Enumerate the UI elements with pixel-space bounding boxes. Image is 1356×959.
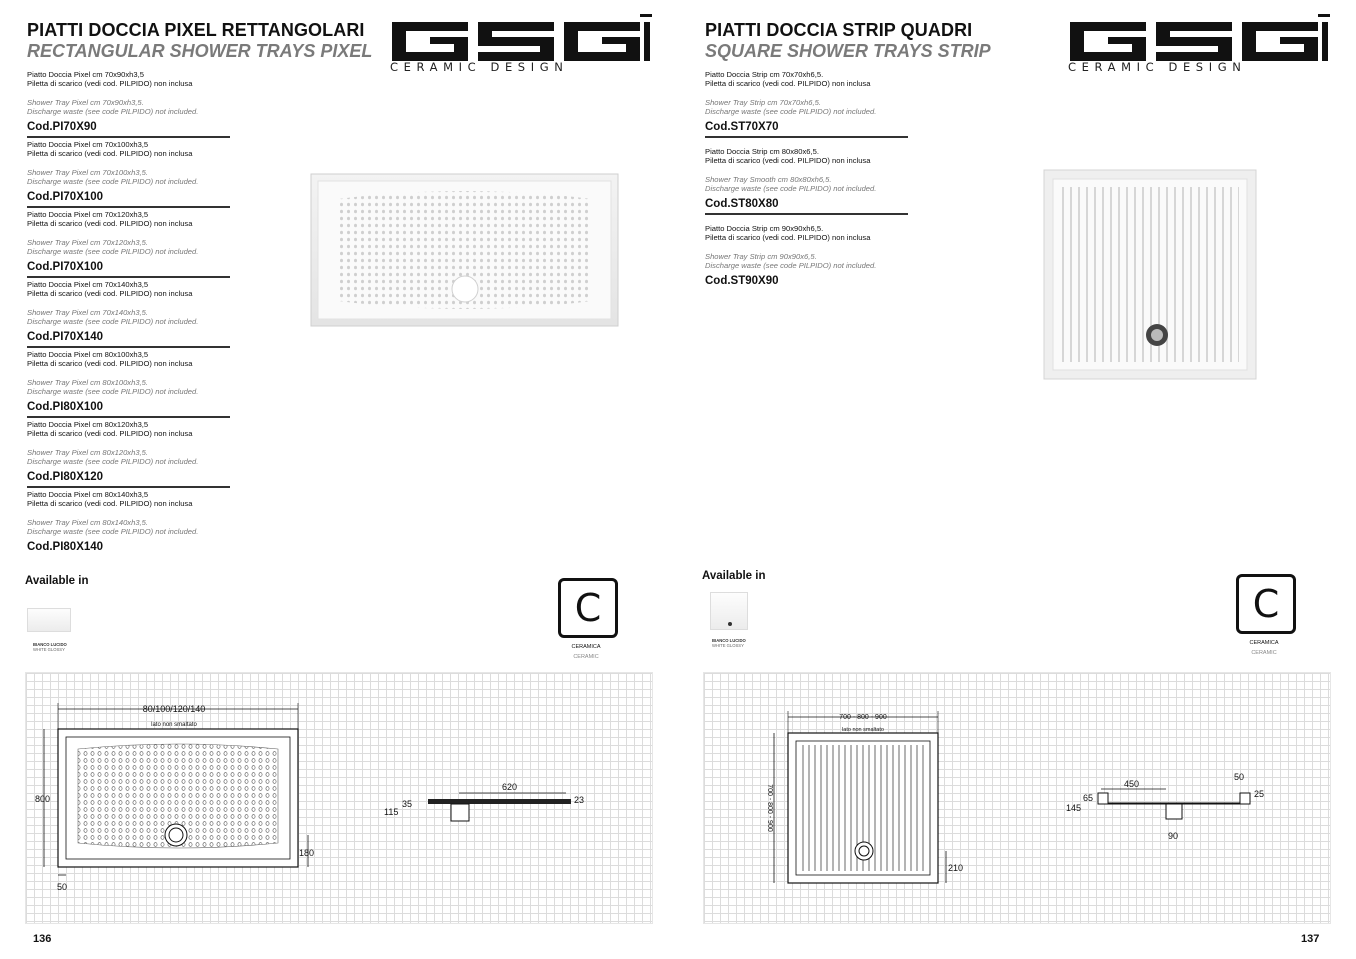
technical-drawing-grid [25, 672, 653, 924]
unglazed-side-note: lato non smaltato [842, 727, 884, 733]
product-waste-note-en: Discharge waste (see code PILPIDO) not included. [27, 177, 199, 187]
logo-tagline: CERAMIC DESIGN [1068, 60, 1247, 74]
page-title-it: PIATTI DOCCIA PIXEL RETTANGOLARI [27, 20, 365, 40]
product-description-it: Piatto Doccia Pixel cm 80x120xh3,5 [27, 420, 149, 429]
product-entry [27, 420, 230, 488]
product-divider [27, 346, 230, 348]
gsg-logo-mark [390, 14, 652, 62]
product-description-en: Shower Tray Pixel cm 80x100xh3,5. [27, 377, 148, 387]
section-drain-dimension: 90 [1168, 831, 1179, 841]
white-glossy-swatch[interactable] [710, 592, 748, 630]
product-entry [27, 350, 230, 418]
product-code: Cod.ST80X80 [705, 197, 779, 210]
bottom-offset-dimension: 50 [57, 882, 68, 892]
section-length-dimension: 620 [502, 782, 518, 792]
product-entry [27, 490, 230, 554]
gsg-logo-mark [1068, 14, 1330, 62]
product-entry [27, 70, 230, 138]
product-waste-note-en: Discharge waste (see code PILPIDO) not included. [27, 107, 199, 117]
product-waste-note-it: Piletta di scarico (vedi cod. PILPIDO) non inclusa [27, 289, 193, 299]
product-waste-note-en: Discharge waste (see code PILPIDO) not included. [705, 107, 877, 117]
product-code: Cod.PI80X100 [27, 400, 104, 413]
product-description-it: Piatto Doccia Pixel cm 80x100xh3,5 [27, 350, 149, 359]
product-waste-note-it: Piletta di scarico (vedi cod. PILPIDO) non inclusa [27, 219, 193, 229]
product-code: Cod.PI70X100 [27, 260, 104, 273]
section-rim-dimension: 65 [1083, 793, 1094, 803]
product-waste-note-it: Piletta di scarico (vedi cod. PILPIDO) non inclusa [27, 429, 193, 439]
product-description-it: Piatto Doccia Pixel cm 70x100xh3,5 [27, 140, 149, 149]
product-divider [27, 136, 230, 138]
section-edge-dimension: 23 [574, 795, 585, 805]
product-code: Cod.PI70X90 [27, 120, 97, 133]
unglazed-side-note: lato non smaltato [151, 722, 197, 728]
product-description-it: Piatto Doccia Strip cm 70x70xh6,5. [705, 70, 824, 79]
drain-offset-dimension: 180 [299, 848, 315, 858]
page-title-en: RECTANGULAR SHOWER TRAYS PIXEL [27, 41, 373, 61]
product-entry [705, 147, 908, 215]
swatch-label: BIANCO LUCIDO WHITE GLOSSY [712, 638, 746, 648]
product-description-it: Piatto Doccia Pixel cm 70x90xh3,5 [27, 70, 144, 79]
strip-technical-drawing [704, 673, 1332, 925]
product-description-it: Piatto Doccia Pixel cm 70x140xh3,5 [27, 280, 149, 289]
product-code: Cod.PI80X120 [27, 470, 104, 483]
product-waste-note-it: Piletta di scarico (vedi cod. PILPIDO) non inclusa [705, 156, 871, 166]
section-edge-top-dimension: 50 [1234, 772, 1245, 782]
gsg-logo [390, 14, 652, 72]
product-divider [27, 276, 230, 278]
height-dimension: 700 - 800 - 900 [766, 784, 773, 832]
product-code: Cod.PI70X140 [27, 330, 104, 343]
strip-tray-photo [1043, 169, 1258, 386]
product-description-en: Shower Tray Pixel cm 80x120xh3,5. [27, 447, 148, 457]
drain-offset-dimension: 210 [948, 863, 964, 873]
product-waste-note-it: Piletta di scarico (vedi cod. PILPIDO) non inclusa [705, 79, 871, 89]
width-dimension: 700 - 800 - 900 [839, 714, 887, 721]
section-drain-dimension: 115 [384, 807, 399, 817]
width-dimension: 80/100/120/140 [142, 704, 206, 714]
product-waste-note-en: Discharge waste (see code PILPIDO) not included. [27, 387, 199, 397]
swatch-label: BIANCO LUCIDO WHITE GLOSSY [33, 642, 67, 652]
product-description-en: Shower Tray Pixel cm 80x140xh3,5. [27, 517, 148, 527]
available-in-label: Available in [702, 570, 766, 582]
product-description-it: Piatto Doccia Strip cm 90x90xh6,5. [705, 224, 824, 233]
product-description-it: Piatto Doccia Pixel cm 80x140xh3,5 [27, 490, 149, 499]
product-description-en: Shower Tray Strip cm 70x70xh6,5. [705, 97, 821, 107]
section-length-dimension: 450 [1124, 779, 1140, 789]
ceramic-badge-icon: C [1236, 574, 1296, 634]
product-code: Cod.ST70X70 [705, 120, 779, 133]
product-code: Cod.PI80X140 [27, 540, 104, 553]
product-waste-note-en: Discharge waste (see code PILPIDO) not included. [705, 261, 877, 271]
product-entry [705, 224, 908, 288]
gsg-logo [1068, 14, 1330, 72]
page-title-it: PIATTI DOCCIA STRIP QUADRI [705, 20, 973, 40]
product-waste-note-en: Discharge waste (see code PILPIDO) not included. [27, 247, 199, 257]
available-in-label: Available in [25, 575, 89, 587]
product-code: Cod.PI70X100 [27, 190, 104, 203]
product-code: Cod.ST90X90 [705, 274, 779, 287]
page-number: 136 [33, 933, 52, 945]
product-waste-note-en: Discharge waste (see code PILPIDO) not included. [27, 317, 199, 327]
page-title-en: SQUARE SHOWER TRAYS STRIP [705, 41, 991, 61]
product-waste-note-it: Piletta di scarico (vedi cod. PILPIDO) non inclusa [27, 359, 193, 369]
ceramic-badge-icon: C [558, 578, 618, 638]
product-divider [705, 136, 908, 138]
product-divider [705, 213, 908, 215]
product-description-en: Shower Tray Pixel cm 70x100xh3,5. [27, 167, 148, 177]
product-entry [27, 280, 230, 348]
logo-tagline: CERAMIC DESIGN [390, 60, 569, 74]
product-divider [27, 416, 230, 418]
product-description-en: Shower Tray Pixel cm 70x90xh3,5. [27, 97, 144, 107]
product-description-en: Shower Tray Smooth cm 80x80xh6,5. [705, 174, 832, 184]
product-entry [705, 70, 908, 138]
height-dimension: 800 [35, 794, 51, 804]
product-waste-note-it: Piletta di scarico (vedi cod. PILPIDO) non inclusa [27, 149, 193, 159]
ceramic-badge-label: CERAMICA CERAMIC [1249, 640, 1279, 656]
product-description-en: Shower Tray Pixel cm 70x120xh3,5. [27, 237, 148, 247]
ceramic-badge-label: CERAMICA CERAMIC [571, 644, 601, 660]
section-edge-dimension: 25 [1254, 789, 1265, 799]
pixel-technical-drawing [26, 673, 654, 925]
product-description-en: Shower Tray Pixel cm 70x140xh3,5. [27, 307, 148, 317]
product-divider [27, 486, 230, 488]
technical-drawing-grid [703, 672, 1331, 924]
pixel-tray-photo [310, 173, 620, 333]
section-height-dimension: 145 [1066, 803, 1082, 813]
right-page [678, 0, 1356, 959]
page-number: 137 [1301, 933, 1320, 945]
product-waste-note-it: Piletta di scarico (vedi cod. PILPIDO) non inclusa [27, 79, 193, 89]
product-description-it: Piatto Doccia Pixel cm 70x120xh3,5 [27, 210, 149, 219]
product-waste-note-en: Discharge waste (see code PILPIDO) not included. [27, 527, 199, 537]
product-entry [27, 210, 230, 278]
product-description-en: Shower Tray Strip cm 90x90x6,5. [705, 251, 817, 261]
section-height-dimension: 35 [402, 799, 413, 809]
product-waste-note-it: Piletta di scarico (vedi cod. PILPIDO) non inclusa [705, 233, 871, 243]
product-divider [27, 206, 230, 208]
product-waste-note-en: Discharge waste (see code PILPIDO) not included. [705, 184, 877, 194]
product-description-it: Piatto Doccia Strip cm 80x80x6,5. [705, 147, 819, 156]
product-waste-note-it: Piletta di scarico (vedi cod. PILPIDO) non inclusa [27, 499, 193, 509]
product-waste-note-en: Discharge waste (see code PILPIDO) not included. [27, 457, 199, 467]
product-entry [27, 140, 230, 208]
white-glossy-swatch[interactable] [27, 608, 71, 632]
